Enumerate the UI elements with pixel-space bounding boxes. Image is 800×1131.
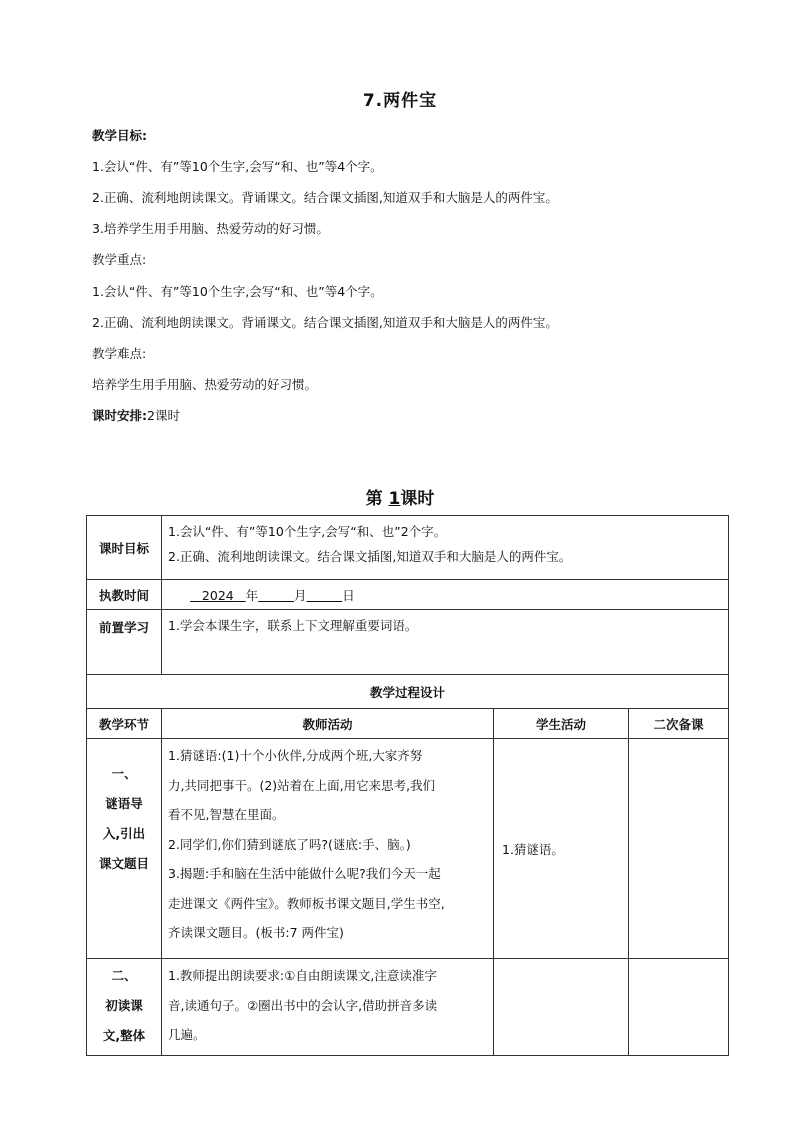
stage-line: 初读课	[105, 998, 143, 1013]
stage-line: 入,引出	[102, 826, 146, 841]
lesson-title-suffix: 课时	[400, 489, 435, 509]
stage-line: 一、	[111, 766, 137, 781]
stage-line: 谜语导	[105, 796, 143, 811]
process-heading-row	[87, 675, 729, 709]
teacher-line: 1.教师提出朗读要求:①自由朗读课文,注意读准字	[168, 968, 437, 983]
time-content	[162, 580, 729, 610]
time-year: 2024	[201, 587, 234, 603]
column-header-stage: 教学环节	[87, 709, 162, 739]
pre-study-content	[162, 610, 729, 675]
teacher-line: 1.猜谜语:(1)十个小伙伴,分成两个班,大家齐努	[168, 748, 423, 763]
document-title: 7.两件宝	[362, 91, 438, 111]
time-day-unit: 日	[342, 587, 355, 603]
time-year-unit: 年	[245, 587, 259, 603]
goal-item: 2.正确、流利地朗读课文。结合课文插图,知道双手和大脑是人的两件宝。	[168, 549, 572, 564]
teacher-line: 3.揭题:手和脑在生活中能做什么呢?我们今天一起	[168, 866, 441, 881]
teacher-line: 2.同学们,你们猜到谜底了吗?(谜底:手、脑。)	[168, 836, 411, 852]
time-row	[87, 580, 729, 610]
teacher-activity-cell	[162, 959, 494, 1056]
time-day-field[interactable]	[306, 588, 342, 603]
student-activity-cell	[494, 739, 629, 959]
pre-study-label: 前置学习	[87, 610, 162, 675]
teacher-line: 齐读课文题目。(板书:7 两件宝)	[168, 925, 344, 940]
time-label: 执教时间	[87, 580, 162, 610]
table-row	[87, 959, 729, 1056]
difficulties-heading: 教学难点:	[92, 346, 147, 361]
column-header-student: 学生活动	[494, 709, 629, 739]
lesson-title-prefix: 第	[365, 489, 389, 509]
goal-label: 课时目标	[87, 516, 162, 580]
key-points-heading: 教学重点:	[92, 252, 147, 267]
goal-content	[162, 516, 729, 580]
teacher-activity-cell	[162, 739, 494, 959]
schedule-line	[92, 407, 180, 425]
revision-cell[interactable]	[629, 959, 729, 1056]
column-header-revision: 二次备课	[629, 709, 729, 739]
pre-study-row	[87, 610, 729, 675]
stage-cell	[87, 959, 162, 1056]
teacher-line: 力,共同把事干。(2)站着在上面,用它来思考,我们	[168, 777, 436, 793]
column-header-teacher: 教师活动	[162, 709, 494, 739]
pre-study-text: 1.学会本课生字，联系上下文理解重要词语。	[168, 618, 418, 633]
schedule-label: 课时安排:	[92, 408, 147, 423]
stage-line: 文,整体	[102, 1028, 146, 1043]
time-year-field[interactable]	[190, 588, 246, 603]
lesson-title-number: 1	[388, 489, 401, 509]
stage-line: 二、	[111, 968, 137, 983]
key-point-item: 1.会认“件、有”等10个生字,会写“和、也”等4个字。	[92, 284, 383, 299]
teacher-line: 几遍。	[168, 1027, 206, 1042]
schedule-value: 2课时	[147, 408, 180, 423]
column-header-row	[87, 709, 729, 739]
time-month-unit: 月	[293, 587, 307, 603]
goal-item: 1.会认“件、有”等10个生字,会写“和、也”2个字。	[168, 524, 447, 539]
goal-row	[87, 516, 729, 580]
difficulty-item: 培养学生用手用脑、热爱劳动的好习惯。	[92, 377, 318, 392]
process-heading: 教学过程设计	[87, 675, 729, 709]
objective-item: 1.会认“件、有”等10个生字,会写“和、也”等4个字。	[92, 159, 383, 174]
lesson-plan-table	[86, 515, 729, 1056]
objective-item: 3.培养学生用手用脑、热爱劳动的好习惯。	[92, 221, 329, 236]
teacher-line: 走进课文《两件宝》。教师板书课文题目,学生书空,	[168, 895, 445, 911]
teacher-line: 看不见,智慧在里面。	[168, 807, 285, 822]
lesson-title	[0, 484, 800, 509]
stage-cell	[87, 739, 162, 959]
revision-cell[interactable]	[629, 739, 729, 959]
time-month-field[interactable]	[258, 588, 294, 603]
teacher-line: 音,读通句子。②圈出书中的会认字,借助拼音多读	[168, 997, 438, 1013]
key-point-item: 2.正确、流利地朗读课文。背诵课文。结合课文插图,知道双手和大脑是人的两件宝。	[92, 315, 558, 330]
objectives-heading: 教学目标:	[92, 128, 147, 143]
student-activity-text: 1.猜谜语。	[502, 841, 564, 857]
stage-line: 课文题目	[98, 856, 149, 871]
table-row	[87, 739, 729, 959]
student-activity-cell	[494, 959, 629, 1056]
objective-item: 2.正确、流利地朗读课文。背诵课文。结合课文插图,知道双手和大脑是人的两件宝。	[92, 190, 558, 205]
